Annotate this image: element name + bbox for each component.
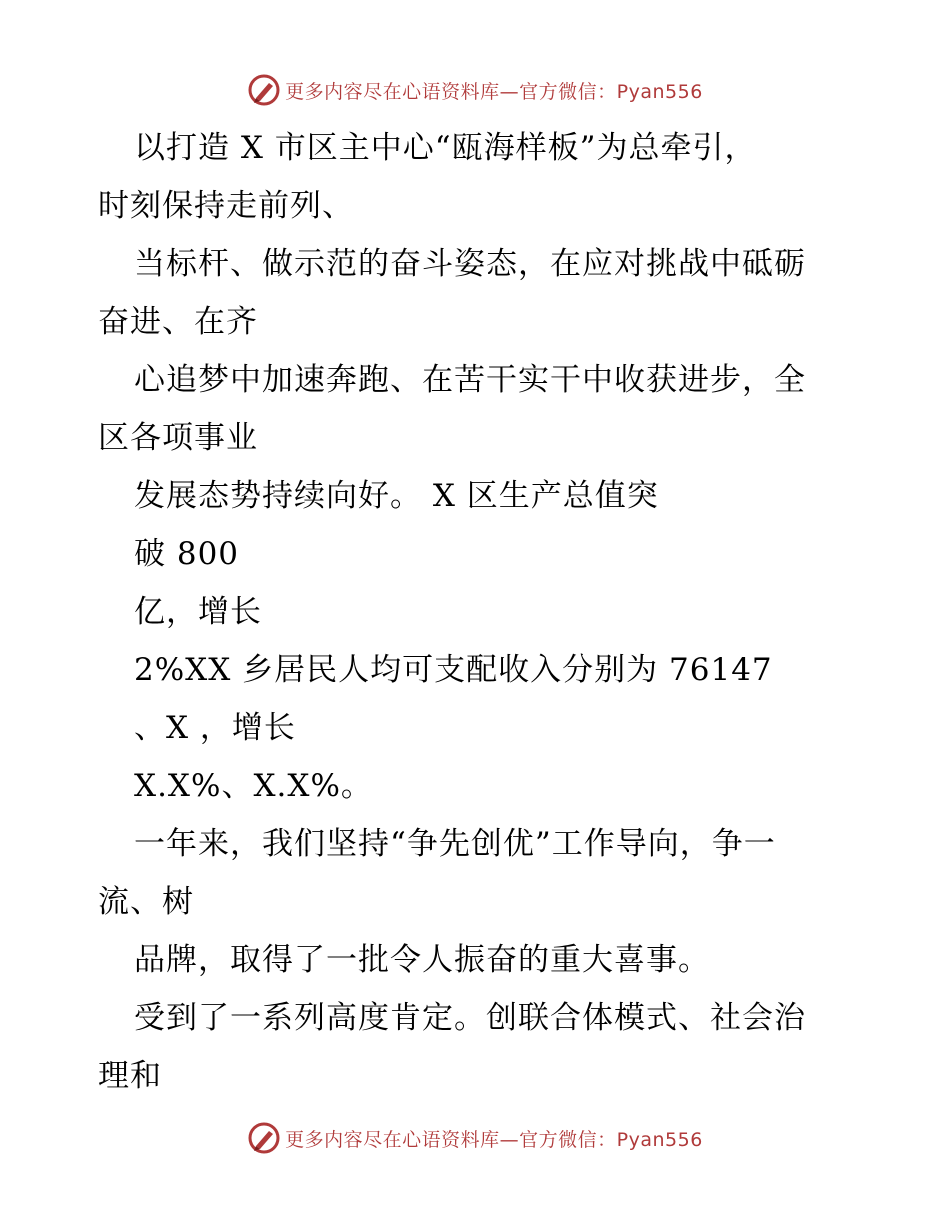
footer-banner [0, 1118, 950, 1158]
footer-banner-inner [247, 1121, 703, 1155]
footer-banner-text: 更多内容尽在心语资料库—官方微信：Pyan556 [285, 1128, 703, 1151]
body-line: 、X ，增长 [134, 710, 296, 746]
body-line: 一年来，我们坚持“争先创优”工作导向，争一 [134, 826, 776, 862]
header-banner-text: 更多内容尽在心语资料库—官方微信：Pyan556 [285, 80, 703, 103]
body-line: 发展态势持续向好。 X 区生产总值突 [134, 478, 659, 514]
body-line: 心追梦中加速奔跑、在苦干实干中收获进步，全 [134, 362, 806, 398]
body-line: 时刻保持走前列、 [98, 188, 354, 224]
body-line: 受到了一系列高度肯定。创联合体模式、社会治 [134, 1000, 806, 1036]
body-line: 当标杆、做示范的奋斗姿态，在应对挑战中砥砺 [134, 246, 806, 282]
pen-logo-icon [247, 1121, 281, 1155]
body-line: X.X%、X.X%。 [134, 768, 373, 804]
body-line: 亿，增长 [134, 594, 262, 630]
body-line: 奋进、在齐 [98, 304, 258, 340]
body-line: 品牌，取得了一批令人振奋的重大喜事。 [134, 942, 710, 978]
body-line: 流、树 [98, 884, 194, 920]
body-line: 破 800 [134, 536, 240, 572]
body-line: 区各项事业 [98, 420, 258, 456]
body-line: 理和 [98, 1058, 162, 1094]
body-line: 2%XX 乡居民人均可支配收入分别为 76147 [134, 652, 773, 688]
body-line: 以打造 X 市区主中心“瓯海样板”为总牵引， [134, 130, 757, 166]
